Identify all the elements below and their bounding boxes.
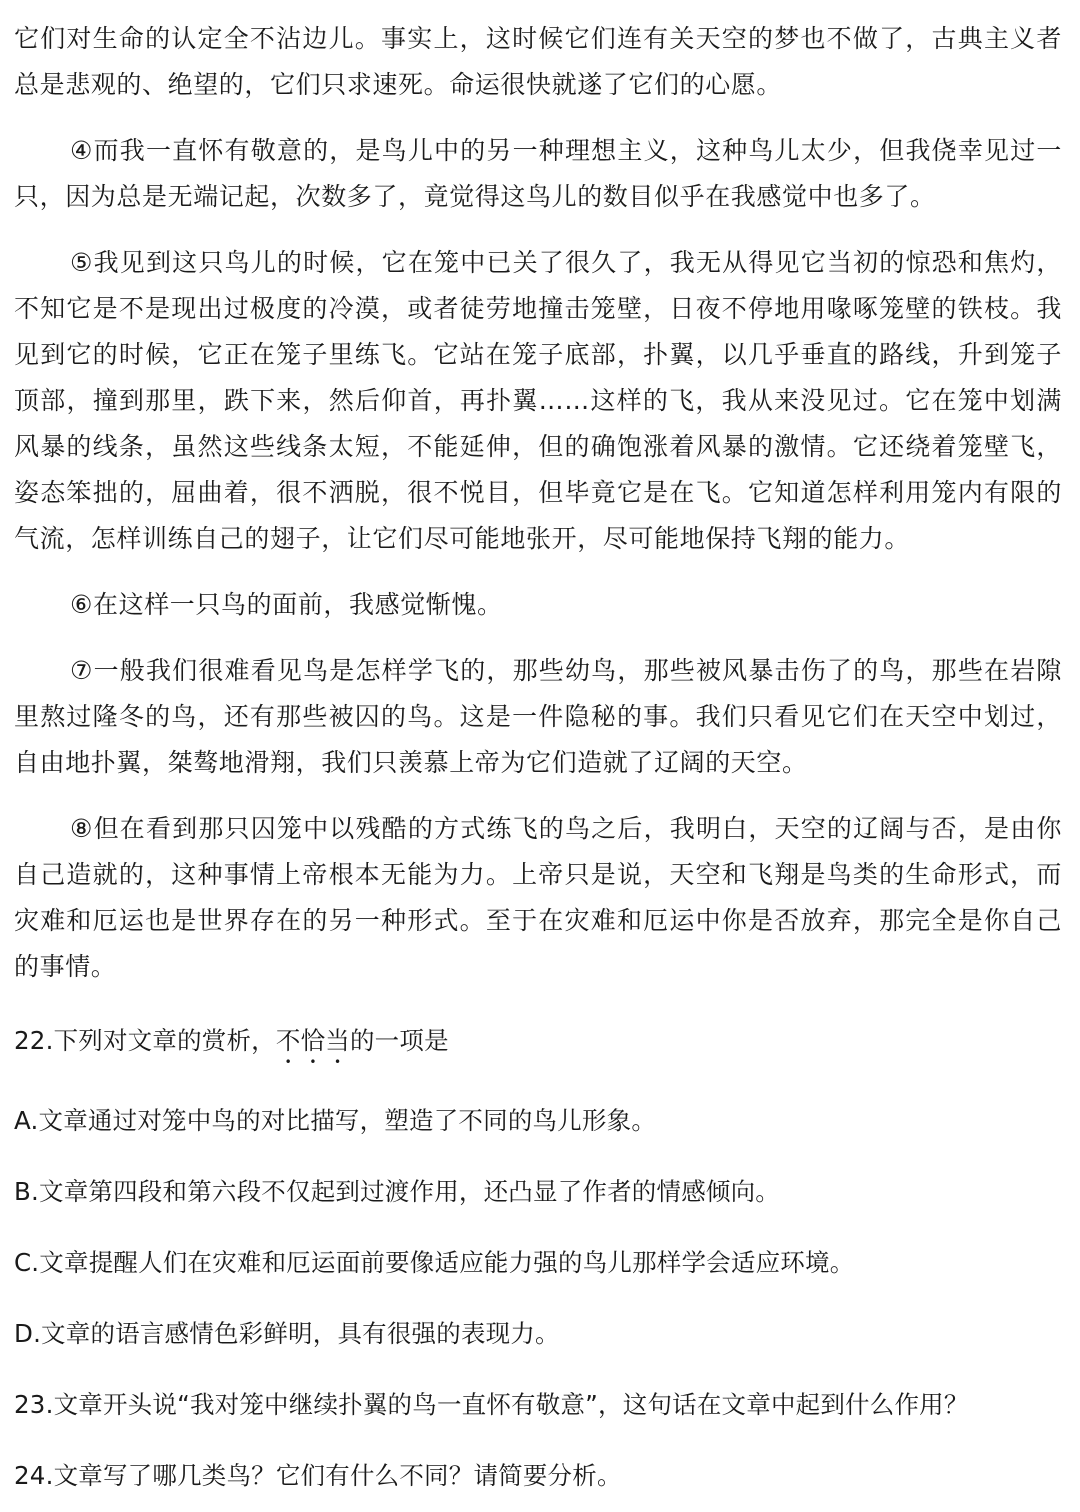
paragraph-8: ⑧但在看到那只囚笼中以残酷的方式练飞的鸟之后，我明白，天空的辽阔与否，是由你自己造就的，这种事情上帝根本无能为力。上帝只是说，天空和飞翔是鸟类的生命形式，而灾难和厄运也是世界存在的另一种形式。至于在灾难和厄运中你是否放弃，那完全是你自己的事情。	[14, 814, 1062, 981]
paragraph-5: ⑤我见到这只鸟儿的时候，它在笼中已关了很久了，我无从得见它当初的惊恐和焦灼，不知它是不是现出过极度的冷漠，或者徒劳地撞击笼壁，日夜不停地用喙啄笼壁的铁枝。我见到它的时候，它正在笼子里练飞。它站在笼子底部，扑翼，以几乎垂直的路线，升到笼子顶部，撞到那里，跌下来，然后仰首，再扑翼……这样的飞，我从来没见过。它在笼中划满风暴的线条，虽然这些线条太短，不能延伸，但的确饱涨着风暴的激情。它还绕着笼壁飞，姿态笨拙的，屈曲着，很不洒脱，很不悦目，但毕竟它是在飞。它知道怎样利用笼内有限的气流，怎样训练自己的翅子，让它们尽可能地张开，尽可能地保持飞翔的能力。	[14, 248, 1062, 553]
option-b: B.文章第四段和第六段不仅起到过渡作用，还凸显了作者的情感倾向。	[14, 1177, 780, 1206]
option-c: C.文章提醒人们在灾难和厄运面前要像适应能力强的鸟儿那样学会适应环境。	[14, 1248, 855, 1277]
question-22-prefix: 22.下列对文章的赏析，	[14, 1026, 276, 1055]
question-22	[14, 1021, 1062, 1069]
paragraph-7: ⑦一般我们很难看见鸟是怎样学飞的，那些幼鸟，那些被风暴击伤了的鸟，那些在岩隙里熬过隆冬的鸟，还有那些被囚的鸟。这是一件隐秘的事。我们只看见它们在天空中划过，自由地扑翼，桀骜地滑翔，我们只羡慕上帝为它们造就了辽阔的天空。	[14, 656, 1062, 777]
paragraph-3-end: 它们对生命的认定全不沾边儿。事实上，这时候它们连有关天空的梦也不做了，古典主义者总是悲观的、绝望的，它们只求速死。命运很快就遂了它们的心愿。	[14, 24, 1062, 99]
question-23: 23.文章开头说“我对笼中继续扑翼的鸟一直怀有敬意”，这句话在文章中起到什么作用？	[14, 1390, 969, 1419]
question-22-suffix: 的一项是	[349, 1026, 449, 1055]
question-24: 24.文章写了哪几类鸟？它们有什么不同？请简要分析。	[14, 1461, 622, 1490]
option-d: D.文章的语言感情色彩鲜明，具有很强的表现力。	[14, 1319, 560, 1348]
option-a: A.文章通过对笼中鸟的对比描写，塑造了不同的鸟儿形象。	[14, 1106, 657, 1135]
paragraph-4: ④而我一直怀有敬意的，是鸟儿中的另一种理想主义，这种鸟儿太少，但我侥幸见过一只，因为总是无端记起，次数多了，竟觉得这鸟儿的数目似乎在我感觉中也多了。	[14, 136, 1062, 211]
paragraph-6: ⑥在这样一只鸟的面前，我感觉惭愧。	[70, 590, 503, 619]
question-22-emphasis: 不恰当	[275, 1026, 350, 1055]
